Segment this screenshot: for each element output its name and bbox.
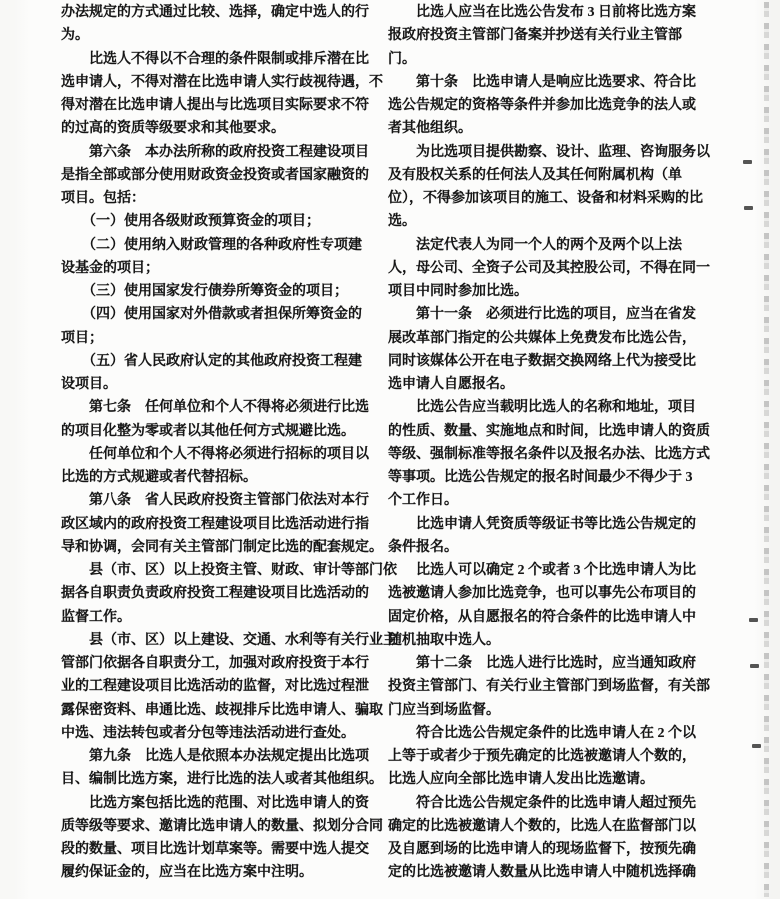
text-line: 业的工程建设项目比选活动的监督，对比选过程泄	[61, 679, 369, 695]
text-line: 固定价格，从自愿报名的符合条件的比选申请人中	[388, 609, 696, 625]
text-line: 项目中同时参加比选。	[388, 284, 528, 299]
text-line: 办法规定的方式通过比较、选择，确定中选人的行	[61, 5, 369, 20]
text-line: 同时该媒体公开在电子数据交换网络上代为接受比	[388, 353, 696, 369]
text-line: （一）使用各级财政预算资金的项目；	[61, 214, 320, 230]
text-line: 者其他组织。	[388, 121, 472, 137]
text-line: 法定代表人为同一个人的两个及两个以上法	[388, 237, 682, 253]
text-line: 的过高的资质等级要求和其他要求。	[61, 121, 285, 137]
text-line: 为比选项目提供勘察、设计、监理、咨询服务以	[388, 144, 710, 160]
text-line: 第七条 任何单位和个人不得将必须进行比选	[61, 400, 369, 416]
text-line: （三）使用国家发行债券所筹资金的项目；	[61, 284, 348, 299]
page-edge-scan-marks	[764, 2, 769, 897]
text-line: 设项目。	[61, 377, 117, 392]
text-line: 的项目化整为零或者以其他任何方式规避比选。	[61, 423, 355, 439]
text-line: 比选的方式规避或者代替招标。	[61, 470, 257, 485]
text-line: 比选公告应当载明比选人的名称和地址，项目	[388, 400, 696, 416]
text-line: 据各自职责负责政府投资工程建设项目比选活动的	[61, 586, 369, 602]
text-line: 等级、强制标准等报名条件以及报名办法、比选方式	[388, 446, 710, 462]
text-line: 得对潜在比选申请人提出与比选项目实际要求不符	[61, 98, 369, 113]
text-line: 段的数量、项目比选计划草案等。需要中选人提交	[61, 842, 369, 857]
text-line: 第六条 本办法所称的政府投资工程建设项目	[61, 144, 369, 160]
text-line: 管部门依据各自职责分工，加强对政府投资于本行	[61, 656, 369, 671]
text-line: 选被邀请人参加比选竞争，也可以事先公布项目的	[388, 586, 696, 602]
text-line: 设基金的项目；	[61, 260, 159, 276]
text-line: 第九条 比选人是依照本办法规定提出比选项	[61, 749, 369, 764]
text-line: （四）使用国家对外借款或者担保所筹资金的	[61, 307, 362, 323]
text-line: 为。	[61, 28, 89, 44]
text-line: 个工作日。	[388, 493, 458, 509]
text-line: 导和协调，会同有关主管部门制定比选的配套规定。	[61, 539, 383, 555]
text-line: 门应当到场监督。	[388, 702, 500, 718]
right-text-column	[388, 1, 712, 885]
text-line: 目、编制比选方案，进行比选的法人或者其他组织。	[61, 772, 383, 788]
text-line: 展改革部门指定的公共媒体上免费发布比选公告，	[388, 330, 696, 346]
text-line: 位），不得参加该项目的施工、设备和材料采购的比	[388, 191, 703, 206]
text-line: 投资主管部门、有关行业主管部门到场监督，有关部	[388, 679, 710, 695]
text-line: 第十条 比选申请人是响应比选要求、符合比	[388, 74, 696, 90]
text-line: 报政府投资主管部门备案并抄送有关行业主管部	[388, 28, 682, 44]
text-line: 选公告规定的资格等条件并参加比选竞争的法人或	[388, 98, 696, 113]
text-line: （五）省人民政府认定的其他政府投资工程建	[61, 353, 362, 369]
text-line: 条件报名。	[388, 539, 458, 555]
text-line: 的性质、数量、实施地点和时间，比选申请人的资质	[388, 423, 710, 439]
text-line: 履约保证金的，应当在比选方案中注明。	[61, 865, 313, 881]
text-line: 选申请人，不得对潜在比选申请人实行歧视待遇，不	[61, 74, 383, 90]
left-text-column	[61, 1, 397, 885]
text-line: 符合比选公告规定条件的比选申请人超过预先	[388, 795, 696, 811]
text-line: 上等于或者少于预先确定的比选被邀请人个数的，	[388, 749, 696, 764]
scan-tick	[744, 206, 753, 210]
text-line: 任何单位和个人不得将必须进行招标的项目以	[61, 446, 369, 462]
text-line: 第十一条 必须进行比选的项目，应当在省发	[388, 307, 696, 323]
text-line: 露保密资料、串通比选、歧视排斥比选申请人、骗取	[61, 702, 383, 718]
text-line: 人，母公司、全资子公司及其控股公司，不得在同一	[388, 260, 710, 276]
text-line: 确定的比选被邀请人个数的，比选人在监督部门以	[388, 818, 696, 834]
scan-tick	[743, 160, 752, 164]
text-line: 比选申请人凭资质等级证书等比选公告规定的	[388, 516, 696, 532]
text-line: 定的比选被邀请人数量从比选申请人中随机选择确	[388, 865, 696, 881]
text-line: 随机抽取中选人。	[388, 632, 500, 648]
text-line: 选申请人自愿报名。	[388, 377, 514, 392]
text-line: 比选人应当在比选公告发布 3 日前将比选方案	[388, 5, 696, 20]
text-line: 等事项。比选公告规定的报名时间最少不得少于 3	[388, 470, 693, 485]
text-line: 项目；	[61, 330, 103, 346]
text-line: 项目。包括：	[61, 191, 145, 206]
text-line: 政区域内的政府投资工程建设项目比选活动进行指	[61, 516, 369, 532]
text-line: 比选人可以确定 2 个或者 3 个比选申请人为比	[388, 563, 696, 578]
text-line: 质等级等要求、邀请比选申请人的数量、拟划分合同	[61, 818, 383, 834]
text-line: 第十二条 比选人进行比选时，应当通知政府	[388, 656, 696, 671]
scan-tick	[749, 618, 758, 622]
text-line: 比选人应向全部比选申请人发出比选邀请。	[388, 772, 654, 788]
text-line: 是指全部或部分使用财政资金投资或者国家融资的	[61, 167, 369, 183]
text-line: 符合比选公告规定条件的比选申请人在 2 个以	[388, 725, 696, 741]
text-line: 选。	[388, 214, 416, 230]
text-line: 第八条 省人民政府投资主管部门依法对本行	[61, 493, 369, 509]
text-line: 及有股权关系的任何法人及其任何附属机构（单	[388, 167, 682, 183]
text-line: 县（市、区）以上投资主管、财政、审计等部门依	[61, 563, 397, 578]
text-line: 县（市、区）以上建设、交通、水利等有关行业主	[61, 632, 397, 648]
text-line: 比选方案包括比选的范围、对比选申请人的资	[61, 795, 369, 811]
text-line: 中选、违法转包或者分包等违法活动进行查处。	[61, 725, 355, 741]
text-line: 门。	[388, 51, 416, 67]
text-line: 监督工作。	[61, 609, 131, 625]
text-line: （二）使用纳入财政管理的各种政府性专项建	[61, 237, 362, 253]
scan-tick	[752, 744, 761, 748]
scan-tick	[750, 664, 759, 668]
text-line: 及自愿到场的比选申请人的现场监督下，按预先确	[388, 842, 696, 857]
text-line: 比选人不得以不合理的条件限制或排斥潜在比	[61, 51, 369, 67]
